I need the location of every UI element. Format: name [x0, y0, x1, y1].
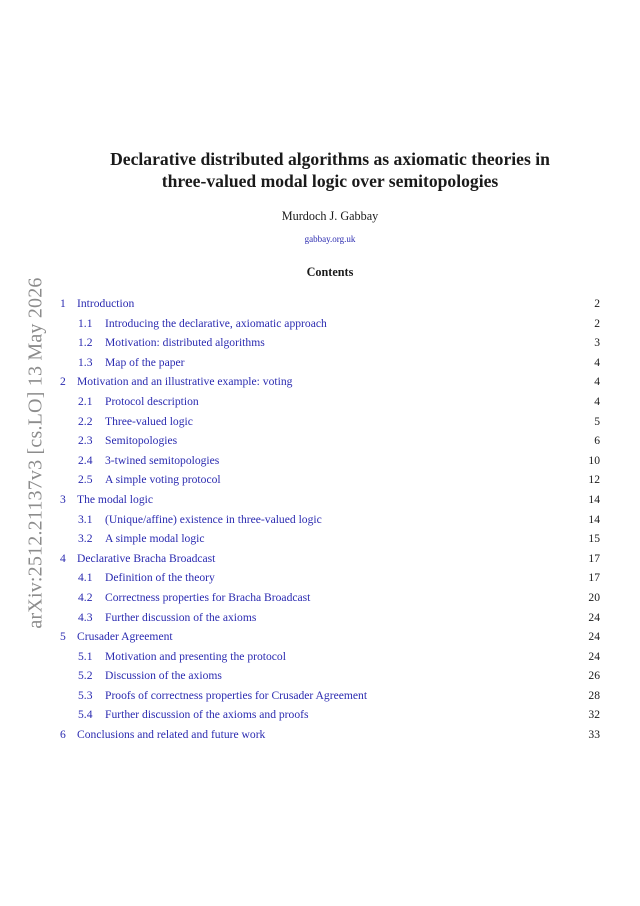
toc-entry-page: 15 [588, 532, 600, 546]
toc-subsection-entry[interactable] [60, 314, 600, 334]
paper-title-line-1: Declarative distributed algorithms as axiomatic theories in [110, 149, 550, 169]
toc-entry-page: 32 [588, 708, 600, 722]
toc-entry-page: 4 [594, 355, 600, 369]
author-name: Murdoch J. Gabbay [281, 209, 379, 223]
paper-title-line-2: three-valued modal logic over semitopologies [161, 171, 499, 191]
toc-subsection-entry[interactable] [60, 412, 600, 432]
toc-entry-page: 14 [588, 512, 600, 526]
toc-entry-number[interactable]: 4.3 [78, 610, 93, 624]
toc-entry-number[interactable]: 5.4 [78, 708, 93, 722]
toc-entry-number[interactable]: 4.1 [78, 571, 93, 585]
toc-entry-title[interactable]: Three-valued logic [105, 414, 193, 428]
toc-entry-number[interactable]: 3 [60, 492, 66, 506]
toc-entry-number[interactable]: 5.3 [78, 688, 93, 702]
toc-entry-number[interactable]: 3.1 [78, 512, 93, 526]
toc-entry-page: 24 [588, 649, 600, 663]
toc-entry-number[interactable]: 1.1 [78, 316, 93, 330]
toc-entry-title[interactable]: Discussion of the axioms [105, 669, 222, 683]
toc-subsection-entry[interactable] [60, 666, 600, 686]
toc-subsection-entry[interactable] [60, 470, 600, 490]
toc-subsection-entry[interactable] [60, 431, 600, 451]
toc-subsection-entry[interactable] [60, 588, 600, 608]
toc-entry-number[interactable]: 1 [60, 297, 66, 310]
toc-subsection-entry[interactable] [60, 392, 600, 412]
toc-entry-title[interactable]: Further discussion of the axioms and proofs [105, 708, 309, 722]
toc-entry-number[interactable]: 4.2 [78, 590, 93, 604]
toc-entry-title[interactable]: Protocol description [105, 394, 199, 408]
toc-entry-page: 5 [594, 414, 600, 428]
table-of-contents [60, 294, 600, 745]
toc-entry-number[interactable]: 2.1 [78, 394, 93, 408]
toc-section-entry[interactable] [60, 294, 600, 314]
toc-entry-title[interactable]: Motivation and presenting the protocol [105, 649, 286, 663]
toc-subsection-entry[interactable] [60, 705, 600, 725]
toc-section-entry[interactable] [60, 372, 600, 392]
toc-entry-title[interactable]: Declarative Bracha Broadcast [77, 551, 216, 565]
toc-entry-page: 24 [588, 610, 600, 624]
toc-entry-page: 14 [588, 492, 600, 506]
toc-entry-title[interactable]: A simple modal logic [105, 532, 205, 546]
toc-entry-page: 33 [588, 728, 600, 742]
toc-entry-page: 17 [588, 571, 600, 585]
toc-entry-page: 10 [588, 453, 600, 467]
toc-subsection-entry[interactable] [60, 686, 600, 706]
paper-title [60, 148, 600, 192]
toc-entry-page: 12 [588, 473, 600, 487]
toc-subsection-entry[interactable] [60, 568, 600, 588]
toc-section-entry[interactable] [60, 725, 600, 745]
toc-entry-number[interactable]: 2.2 [78, 414, 93, 428]
toc-subsection-entry[interactable] [60, 353, 600, 373]
toc-entry-title[interactable]: The modal logic [77, 492, 153, 506]
toc-subsection-entry[interactable] [60, 608, 600, 628]
toc-entry-number[interactable]: 6 [60, 728, 66, 742]
toc-entry-page: 24 [588, 630, 600, 644]
toc-entry-page: 2 [594, 316, 600, 330]
toc-entry-page: 4 [594, 375, 600, 389]
toc-entry-title[interactable]: A simple voting protocol [105, 473, 221, 487]
toc-subsection-entry[interactable] [60, 529, 600, 549]
toc-entry-number[interactable]: 2 [60, 375, 66, 389]
toc-entry-title[interactable]: Motivation and an illustrative example: voting [77, 375, 293, 389]
toc-entry-page: 17 [588, 551, 600, 565]
toc-entry-page: 3 [594, 336, 600, 350]
toc-entry-number[interactable]: 1.3 [78, 355, 93, 369]
toc-entry-title[interactable]: Proofs of correctness properties for Crusader Agreement [105, 688, 368, 702]
toc-entry-number[interactable]: 2.5 [78, 473, 93, 487]
toc-entry-number[interactable]: 3.2 [78, 532, 93, 546]
toc-entry-title[interactable]: Introduction [77, 297, 135, 310]
toc-subsection-entry[interactable] [60, 333, 600, 353]
toc-entry-title[interactable]: Correctness properties for Bracha Broadcast [105, 590, 311, 604]
toc-entry-number[interactable]: 1.2 [78, 336, 93, 350]
contents-heading: Contents [306, 265, 354, 279]
toc-entry-number[interactable]: 2.3 [78, 434, 93, 448]
toc-entry-number[interactable]: 5 [60, 630, 66, 644]
toc-entry-title[interactable]: Introducing the declarative, axiomatic approach [105, 316, 327, 330]
toc-entry-title[interactable]: (Unique/affine) existence in three-valued logic [105, 512, 322, 526]
toc-section-entry[interactable] [60, 627, 600, 647]
toc-entry-number[interactable]: 5.1 [78, 649, 93, 663]
toc-entry-title[interactable]: Map of the paper [105, 355, 185, 369]
author-affiliation-link[interactable]: gabbay.org.uk [304, 234, 356, 244]
toc-entry-title[interactable]: Motivation: distributed algorithms [105, 336, 265, 350]
toc-section-entry[interactable] [60, 490, 600, 510]
toc-entry-title[interactable]: Crusader Agreement [77, 630, 173, 644]
toc-entry-title[interactable]: Further discussion of the axioms [105, 610, 257, 624]
toc-entry-page: 4 [594, 394, 600, 408]
toc-entry-page: 26 [588, 669, 600, 683]
toc-entry-number[interactable]: 5.2 [78, 669, 93, 683]
toc-entry-title[interactable]: 3-twined semitopologies [105, 453, 220, 467]
toc-entry-title[interactable]: Semitopologies [105, 434, 178, 448]
toc-entry-number[interactable]: 2.4 [78, 453, 93, 467]
toc-subsection-entry[interactable] [60, 647, 600, 667]
toc-entry-page: 28 [588, 688, 600, 702]
toc-subsection-entry[interactable] [60, 451, 600, 471]
toc-subsection-entry[interactable] [60, 510, 600, 530]
toc-entry-title[interactable]: Definition of the theory [105, 571, 215, 585]
toc-entry-page: 6 [594, 434, 600, 448]
toc-section-entry[interactable] [60, 549, 600, 569]
toc-entry-number[interactable]: 4 [60, 551, 66, 565]
toc-entry-title[interactable]: Conclusions and related and future work [77, 728, 266, 742]
arxiv-identifier-stamp: arXiv:2512.21137v3 [cs.LO] 13 May 2026 [24, 277, 47, 629]
toc-entry-page: 2 [594, 297, 600, 310]
toc-entry-page: 20 [588, 590, 600, 604]
